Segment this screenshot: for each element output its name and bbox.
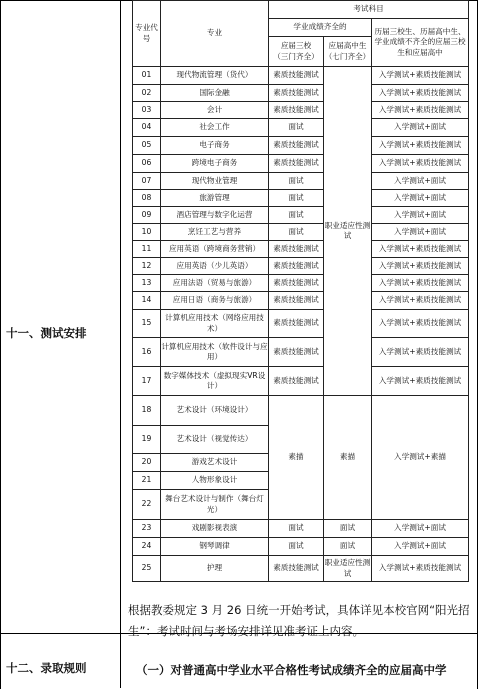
row-sanxiao: 素质技能测试 (269, 137, 324, 155)
header-sanxiao: 应届三校 （三门齐全） (269, 37, 324, 67)
row-sanxiao: 面试 (269, 207, 324, 224)
row-code: 16 (133, 338, 161, 367)
row-sanxiao: 素质技能测试 (269, 67, 324, 85)
row-sanxiao: 面试 (269, 190, 324, 207)
row-sanxiao: 素质技能测试 (269, 556, 324, 582)
row-major: 旅游管理 (161, 190, 269, 207)
merged-vocational-test: 职业适应性测试 (324, 67, 372, 396)
row-code: 19 (133, 426, 161, 454)
row-major: 计算机应用技术（网络应用技术） (161, 310, 269, 338)
row-incomplete: 入学测试+素质技能测试 (372, 292, 469, 310)
row-code: 04 (133, 119, 161, 137)
row-major: 烹饪工艺与营养 (161, 224, 269, 241)
row-sanxiao: 面试 (269, 538, 324, 556)
row-incomplete: 入学测试+面试 (372, 190, 469, 207)
row-incomplete: 入学测试+面试 (372, 207, 469, 224)
row-major: 酒店管理与数字化运营 (161, 207, 269, 224)
row-major: 现代物流管理（货代） (161, 67, 269, 85)
row-code: 15 (133, 310, 161, 338)
row-major: 计算机应用技术（软件设计与应用） (161, 338, 269, 367)
row-major: 应用日语（商务与旅游） (161, 292, 269, 310)
row-sanxiao: 素质技能测试 (269, 310, 324, 338)
section-12-title: 十二、录取规则 (6, 661, 87, 675)
row-code: 23 (133, 520, 161, 538)
row-major: 艺术设计（视觉传达） (161, 426, 269, 454)
row-incomplete: 入学测试+面试 (372, 538, 469, 556)
row-incomplete: 入学测试+素质技能测试 (372, 102, 469, 119)
row-major: 会计 (161, 102, 269, 119)
exam-schedule-table (132, 0, 469, 582)
row-incomplete: 入学测试+素质技能测试 (372, 310, 469, 338)
header-gaozhong: 应届高中生 （七门齐全） (324, 37, 372, 67)
header-exam-subjects: 考试科目 (269, 1, 469, 19)
row-code: 08 (133, 190, 161, 207)
row-code: 09 (133, 207, 161, 224)
row-incomplete: 入学测试+素质技能测试 (372, 338, 469, 367)
row-incomplete: 入学测试+面试 (372, 119, 469, 137)
row-incomplete: 入学测试+面试 (372, 224, 469, 241)
row-code: 02 (133, 85, 161, 102)
row-major: 应用英语（少儿英语） (161, 258, 269, 275)
row-major: 游戏艺术设计 (161, 454, 269, 472)
row-code: 25 (133, 556, 161, 582)
header-incomplete: 历届三校生、历届高中生、学业成绩不齐全的应届三校生和应届高中 (372, 19, 469, 67)
row-incomplete: 入学测试+面试 (372, 173, 469, 190)
row-incomplete: 入学测试+素质技能测试 (372, 556, 469, 582)
row-sanxiao: 素质技能测试 (269, 155, 324, 173)
row-gaozhong: 面试 (324, 520, 372, 538)
row-gaozhong: 面试 (324, 538, 372, 556)
row-code: 06 (133, 155, 161, 173)
row-code: 10 (133, 224, 161, 241)
row-code: 05 (133, 137, 161, 155)
row-major: 社会工作 (161, 119, 269, 137)
row-code: 01 (133, 67, 161, 85)
row-major: 应用法语（贸易与旅游） (161, 275, 269, 292)
row-major: 数字媒体技术（虚拟现实VR设计） (161, 367, 269, 396)
row-code: 18 (133, 396, 161, 426)
row-sanxiao: 素质技能测试 (269, 367, 324, 396)
row-code: 03 (133, 102, 161, 119)
row-code: 17 (133, 367, 161, 396)
header-major: 专业 (161, 1, 269, 67)
header-code: 专业代号 (133, 1, 161, 67)
row-code: 07 (133, 173, 161, 190)
row-code: 14 (133, 292, 161, 310)
section-11-title: 十一、测试安排 (6, 326, 87, 340)
section-12-first-item: （一）对普通高中学业水平合格性考试成绩齐全的应届高中学 (136, 663, 447, 677)
row-code: 13 (133, 275, 161, 292)
row-code: 11 (133, 241, 161, 258)
merged-art-sanxiao: 素描 (269, 396, 324, 520)
row-code: 12 (133, 258, 161, 275)
row-major: 人物形象设计 (161, 472, 269, 490)
header-complete: 学业成绩齐全的 (269, 19, 372, 37)
row-incomplete: 入学测试+素质技能测试 (372, 275, 469, 292)
row-sanxiao: 素质技能测试 (269, 275, 324, 292)
exam-note: 根据教委规定 3 月 26 日统一开始考试，具体详见本校官网“阳光招生”：考试时间与考场安排详见准考证上内容。 (128, 603, 470, 638)
row-sanxiao: 素质技能测试 (269, 85, 324, 102)
row-major: 戏剧影视表演 (161, 520, 269, 538)
row-major: 电子商务 (161, 137, 269, 155)
row-sanxiao: 素质技能测试 (269, 338, 324, 367)
row-sanxiao: 素质技能测试 (269, 102, 324, 119)
row-sanxiao: 素质技能测试 (269, 258, 324, 275)
row-major: 应用英语（跨境商务营销） (161, 241, 269, 258)
row-major: 艺术设计（环境设计） (161, 396, 269, 426)
row-major: 钢琴调律 (161, 538, 269, 556)
merged-art-incomplete: 入学测试+素描 (372, 396, 469, 520)
row-sanxiao: 素质技能测试 (269, 241, 324, 258)
row-sanxiao: 面试 (269, 520, 324, 538)
row-incomplete: 入学测试+素质技能测试 (372, 137, 469, 155)
row-major: 国际金融 (161, 85, 269, 102)
row-major: 现代物业管理 (161, 173, 269, 190)
row-incomplete: 入学测试+素质技能测试 (372, 85, 469, 102)
row-incomplete: 入学测试+素质技能测试 (372, 67, 469, 85)
row-incomplete: 入学测试+素质技能测试 (372, 155, 469, 173)
row-code: 24 (133, 538, 161, 556)
row-incomplete: 入学测试+素质技能测试 (372, 367, 469, 396)
row-major: 护理 (161, 556, 269, 582)
row-code: 21 (133, 472, 161, 490)
section-column-divider (120, 0, 121, 688)
row-major: 舞台艺术设计与制作（舞台灯光） (161, 490, 269, 520)
row-sanxiao: 面试 (269, 173, 324, 190)
row-incomplete: 入学测试+素质技能测试 (372, 241, 469, 258)
row-code: 20 (133, 454, 161, 472)
row-sanxiao: 面试 (269, 224, 324, 241)
row-incomplete: 入学测试+面试 (372, 520, 469, 538)
row-major: 跨境电子商务 (161, 155, 269, 173)
row-sanxiao: 素质技能测试 (269, 292, 324, 310)
row-code: 22 (133, 490, 161, 520)
row-gaozhong: 职业适应性测试 (324, 556, 372, 582)
row-sanxiao: 面试 (269, 119, 324, 137)
row-incomplete: 入学测试+素质技能测试 (372, 258, 469, 275)
merged-art-gaozhong: 素描 (324, 396, 372, 520)
